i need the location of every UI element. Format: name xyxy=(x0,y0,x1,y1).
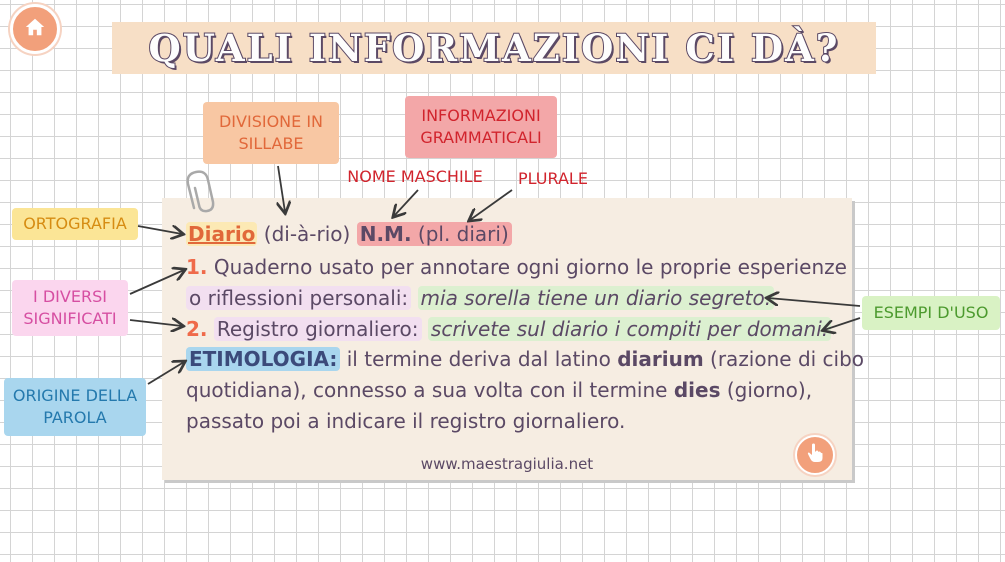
page-title: QUALI INFORMAZIONI CI DÀ? xyxy=(148,26,840,70)
definition-2-text: Registro giornaliero: xyxy=(214,317,422,341)
arrow-esempi-1 xyxy=(768,298,860,306)
label-esempi-text: ESEMPI D'USO xyxy=(873,302,989,322)
arrow-significati-2 xyxy=(130,320,182,326)
headword: Diario xyxy=(188,222,256,246)
label-plurale-text: PLURALE xyxy=(518,168,588,188)
label-grammaticali-text: INFORMAZIONI GRAMMATICALI xyxy=(420,105,542,147)
etymology-latin-word: diarium xyxy=(617,347,704,371)
arrow-divisione xyxy=(278,166,285,212)
gender: N.M. xyxy=(359,222,412,246)
syllables: (di-à-rio) xyxy=(263,222,351,246)
example-2: scrivete sul diario i compiti per domani. xyxy=(428,317,831,341)
plural: (pl. diari) xyxy=(417,222,509,246)
label-significati-text: I DIVERSI SIGNIFICATI xyxy=(23,286,117,328)
etymology-text-1c: (razione di cibo xyxy=(710,347,865,371)
etymology-label: ETIMOLOGIA: xyxy=(186,347,340,371)
arrow-origine xyxy=(148,362,184,384)
definition-1-text-a: Quaderno usato per annotare ogni giorno le proprie esperienze xyxy=(213,255,847,279)
label-ortografia-text: ORTOGRAFIA xyxy=(23,213,127,233)
etymology-text-3: passato poi a indicare il registro giornaliero. xyxy=(186,409,626,433)
footer-url: www.maestragiulia.net xyxy=(420,455,594,473)
arrow-significati-1 xyxy=(130,270,184,294)
arrow-esempi-2 xyxy=(824,318,860,330)
definition-2-number: 2. xyxy=(186,317,208,341)
etymology-text-1a: il termine deriva dal latino xyxy=(346,347,611,371)
label-divisione-text: DIVISIONE IN SILLABE xyxy=(218,111,324,153)
etymology-text-2c: (giorno), xyxy=(726,378,813,402)
definition-1-number: 1. xyxy=(186,255,208,279)
label-origine-text: ORIGINE DELLA PAROLA xyxy=(12,385,138,427)
arrow-ortografia xyxy=(138,226,182,234)
definition-1-text-b: o riflessioni personali: xyxy=(186,286,411,310)
etymology-text-2a: quotidiana), connesso a sua volta con il termine xyxy=(186,378,668,402)
arrow-plurale xyxy=(470,190,512,220)
example-1: mia sorella tiene un diario segreto. xyxy=(418,286,775,310)
label-nome-maschile-text: NOME MASCHILE xyxy=(347,166,483,186)
arrow-nome-maschile xyxy=(394,190,418,216)
etymology-dies-word: dies xyxy=(673,378,721,402)
